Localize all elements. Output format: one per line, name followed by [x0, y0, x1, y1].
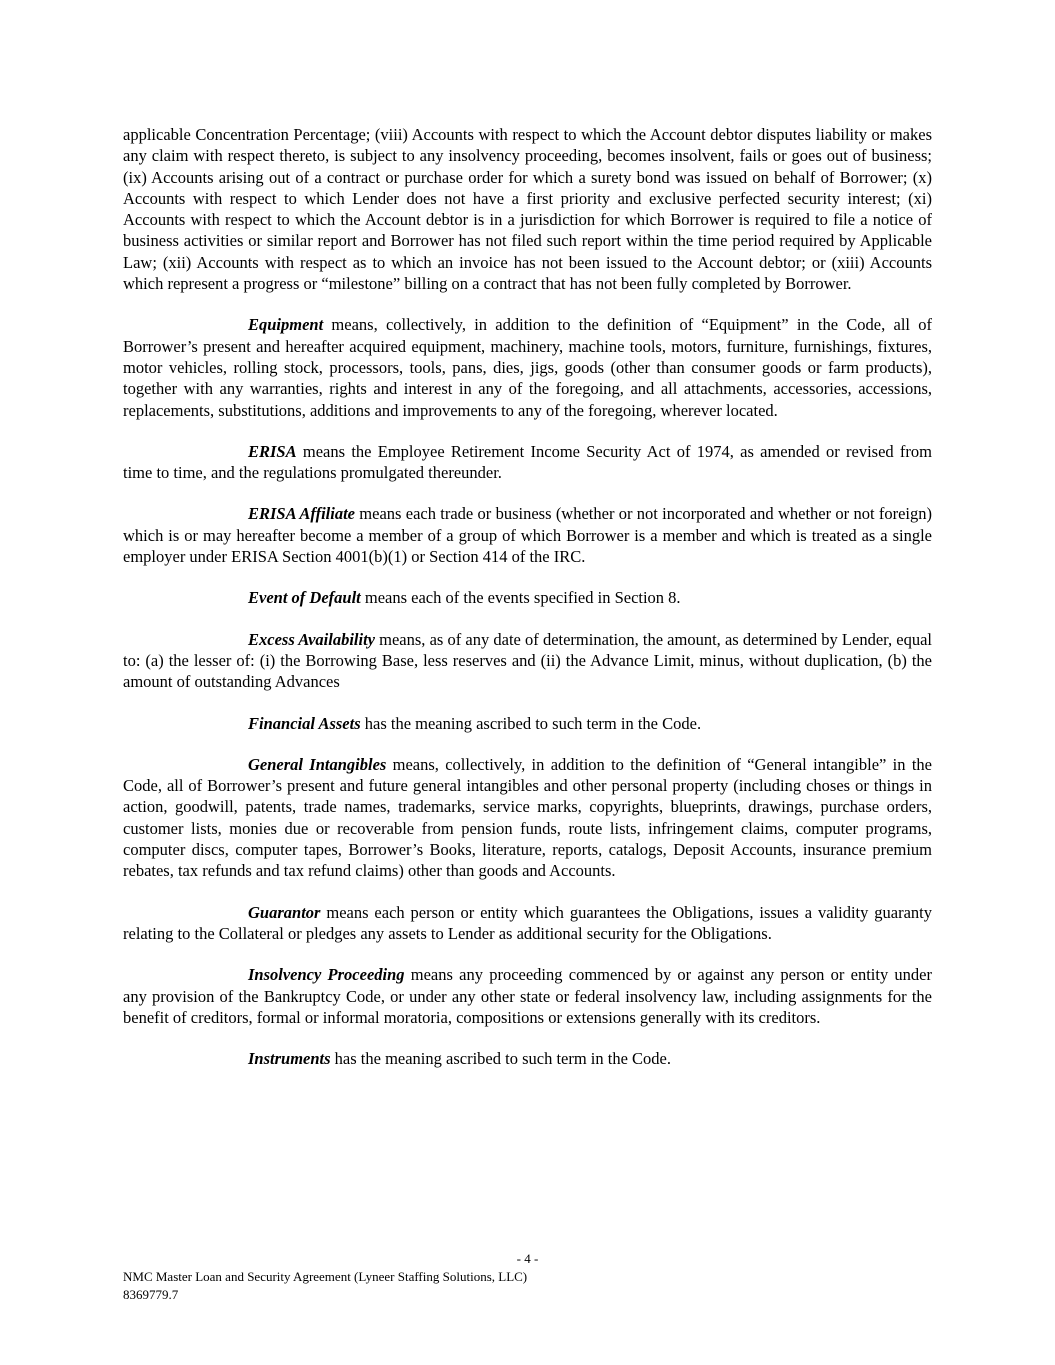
definition-text: means, collectively, in addition to the definition of “Equipment” in the Code, all of Borrower’s present and hereafter acquired equipment, machinery, machine tools, motors, furniture, furnishings, fixtures, motor vehicles, rolling stock, processors, tools, pans, dies, jigs, goods (other than consumer goods or farm products), together with any warranties, rights and interest in any of the foregoing, and all attachments, accessories, accessions, replacements, substitutions, additions and improvements to any of the foregoing, wherever located. — [123, 315, 932, 420]
definition-paragraph-insolvency-proceeding — [123, 964, 932, 1028]
definition-paragraph-erisa — [123, 441, 932, 484]
paragraph-accounts-continuation — [123, 124, 932, 294]
footer-doc-title: NMC Master Loan and Security Agreement (Lyneer Staffing Solutions, LLC) — [123, 1269, 528, 1284]
definition-term: Event of Default — [248, 588, 361, 608]
definition-paragraph-event-of-default — [123, 587, 932, 608]
definition-text: means each person or entity which guarantees the Obligations, issues a validity guaranty relating to the Collateral or pledges any assets to Lender as additional security for the Obligations. — [123, 902, 932, 943]
definition-text: means each trade or business (whether or not incorporated and whether or not foreign) which is or may hereafter become a member of a group of which Borrower is a member and which is treated as a single employer under ERISA Section 4001(b)(1) or Section 414 of the IRC. — [123, 504, 932, 567]
definition-term: Guarantor — [248, 902, 321, 922]
footer-doc-number: 8369779.7 — [123, 1286, 179, 1302]
definition-term: General Intangibles — [248, 754, 387, 774]
page-footer — [123, 1250, 932, 1304]
definition-text: means the Employee Retirement Income Security Act of 1974, as amended or revised from time to time, and the regulations promulgated thereunder. — [123, 441, 932, 483]
definition-paragraph-excess-availability — [123, 629, 932, 693]
definition-paragraph-equipment — [123, 314, 932, 420]
definition-term: Equipment — [248, 315, 324, 335]
page-number: - 4 - — [516, 1250, 539, 1266]
definition-paragraph-financial-assets — [123, 713, 932, 734]
definition-text: means each of the events specified in Section 8. — [360, 588, 681, 608]
definition-term: ERISA — [248, 441, 297, 461]
definition-text: has the meaning ascribed to such term in the Code. — [360, 713, 702, 733]
paragraph-text: applicable Concentration Percentage; (viii) Accounts with respect to which the Account debtor disputes liability or makes any claim with respect thereto, is subject to any insolvency proceeding, becomes insolvent, fails or goes out of business; (ix) Accounts arising out of a contract or purchase order for which a surety bond was issued on behalf of Borrower; (x) Accounts with respect to which Lender does not have a first priority and exclusive perfected security interest; (xi) Accounts with respect to which the Account debtor is in a jurisdiction for which Borrower is required to file a notice of business activities or similar report and Borrower has not filed such report within the time period required by Applicable Law; (xii) Accounts with respect as to which an invoice has not been issued to the Account debtor; or (xiii) Accounts which represent a progress or “milestone” billing on a contract that has not been fully completed by Borrower. — [123, 125, 932, 294]
definition-term: Financial Assets — [248, 713, 361, 733]
definition-text: has the meaning ascribed to such term in the Code. — [330, 1049, 671, 1069]
definition-term: Insolvency Proceeding — [248, 965, 405, 985]
definition-paragraph-instruments — [123, 1048, 932, 1069]
definition-term: Instruments — [248, 1049, 331, 1069]
document-body — [123, 124, 932, 1069]
definition-paragraph-general-intangibles — [123, 754, 932, 882]
definition-text: means any proceeding commenced by or against any person or entity under any provision of the Bankruptcy Code, or under any other state or federal insolvency law, including assignments for the benefit of creditors, formal or informal moratoria, compositions or extensions generally with its creditors. — [123, 965, 933, 1027]
definition-term: ERISA Affiliate — [248, 504, 355, 524]
definition-term: Excess Availability — [248, 629, 375, 649]
definition-paragraph-guarantor — [123, 902, 932, 945]
definition-text: means, collectively, in addition to the definition of “General intangible” in the Code, all of Borrower’s present and future general intangibles and other personal property (including choses or things in action, goodwill, patents, trade names, trademarks, service marks, copyrights, blueprints, drawings, purchase orders, customer lists, monies due or recoverable from pension funds, route lists, infringement claims, computer programs, computer discs, computer tapes, Borrower’s Books, literature, reports, catalogs, Deposit Accounts, insurance premium rebates, tax refunds and tax refund claims) other than goods and Accounts. — [123, 754, 932, 881]
definition-text: means, as of any date of determination, the amount, as determined by Lender, equal to: (a) the lesser of: (i) the Borrowing Base, less reserves and (ii) the Advance Limit, minus, without duplication, (b) the amount of outstanding Advances — [123, 629, 932, 692]
definition-paragraph-erisa-affiliate — [123, 503, 932, 567]
